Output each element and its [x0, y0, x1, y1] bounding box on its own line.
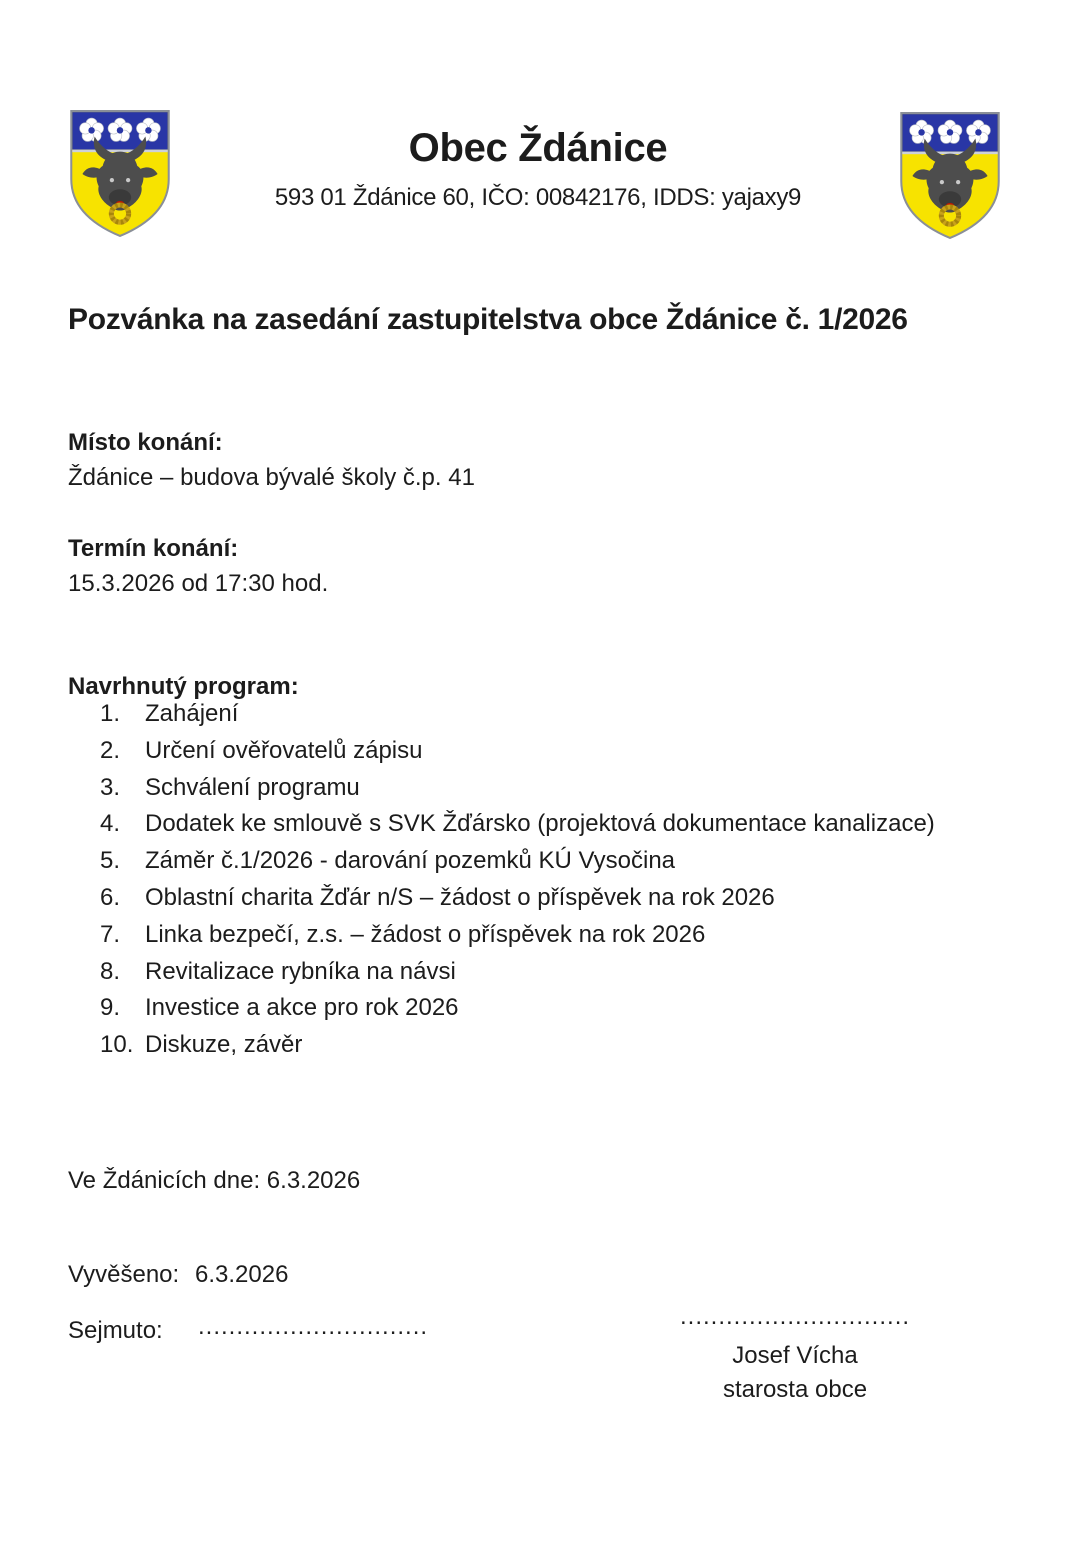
program-item: [68, 737, 1008, 774]
program-item: [68, 884, 1008, 921]
posted-label: Vyvěšeno:: [68, 1261, 180, 1288]
dated-at-line: Ve Ždánicích dne: 6.3.2026: [68, 1167, 361, 1194]
date-value: 15.3.2026 od 17:30 hod.: [68, 570, 329, 597]
program-item-number: 9.: [100, 994, 121, 1022]
signature-block: [679, 1303, 911, 1405]
program-item: [68, 1031, 1008, 1068]
program-item: [68, 810, 1008, 847]
venue-label: Místo konání:: [68, 429, 223, 456]
municipality-name: Obec Ždánice: [408, 126, 668, 170]
program-label: Navrhnutý program:: [68, 673, 299, 700]
program-item: [68, 921, 1008, 958]
program-item-number: 6.: [100, 883, 121, 911]
program-item: [68, 774, 1008, 811]
program-item-text: Linka bezpečí, z.s. – žádost o příspěvek na rok 2026: [145, 920, 706, 948]
signer-role: starosta obce: [722, 1376, 868, 1403]
removed-label: Sejmuto:: [68, 1317, 163, 1344]
program-list: [68, 700, 1008, 1068]
municipality-address: 593 01 Ždánice 60, IČO: 00842176, IDDS: yajaxy9: [274, 184, 802, 211]
program-item: [68, 994, 1008, 1031]
signature-dotted-line: ..............................: [679, 1303, 911, 1330]
program-item-text: Zahájení: [145, 700, 239, 727]
program-item-text: Revitalizace rybníka na návsi: [145, 957, 456, 985]
program-item-number: 8.: [100, 957, 121, 985]
date-label: Termín konání:: [68, 535, 239, 562]
program-item-number: 7.: [100, 920, 121, 948]
program-item: [68, 700, 1008, 737]
program-item-number: 1.: [100, 700, 121, 727]
program-item-text: Diskuze, závěr: [145, 1031, 303, 1059]
document-title: Pozvánka na zasedání zastupitelstva obce Ždánice č. 1/2026: [68, 303, 908, 336]
program-item-text: Investice a akce pro rok 2026: [145, 994, 459, 1022]
posted-date: 6.3.2026: [195, 1261, 289, 1288]
program-item-number: 2.: [100, 736, 121, 764]
program-item-text: Určení ověřovatelů zápisu: [145, 736, 423, 764]
program-item-number: 3.: [100, 773, 121, 801]
venue-value: Ždánice – budova bývalé školy č.p. 41: [68, 464, 475, 491]
program-item-number: 4.: [100, 810, 121, 838]
program-item: [68, 847, 1008, 884]
program-item-text: Dodatek ke smlouvě s SVK Žďársko (projektová dokumentace kanalizace): [145, 810, 935, 838]
program-item-text: Oblastní charita Žďár n/S – žádost o příspěvek na rok 2026: [145, 883, 775, 911]
program-item-number: 5.: [100, 847, 121, 875]
program-item-text: Schválení programu: [145, 773, 360, 801]
signer-name: Josef Vícha: [732, 1342, 858, 1369]
removed-date-dotted-line: ..............................: [198, 1313, 429, 1340]
program-item-text: Záměr č.1/2026 - darování pozemků KÚ Vysočina: [145, 847, 676, 875]
program-item: [68, 958, 1008, 995]
program-item-number: 10.: [100, 1031, 134, 1059]
